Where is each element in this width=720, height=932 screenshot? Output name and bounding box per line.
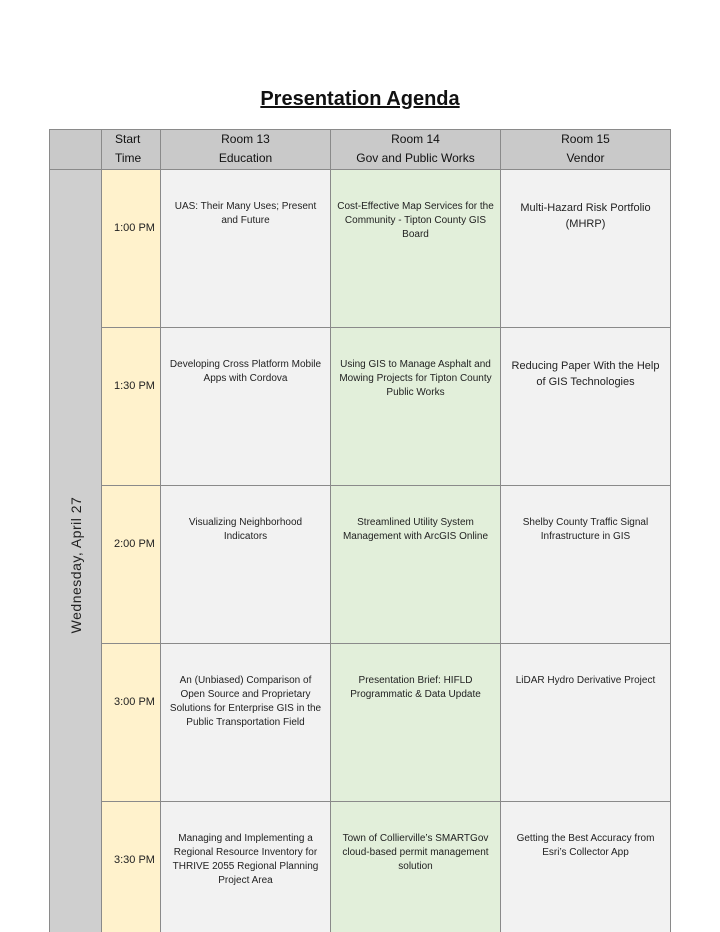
session-room15: LiDAR Hydro Derivative Project [501,644,671,802]
page-title: Presentation Agenda [260,88,460,110]
header-row [50,130,671,170]
session-room15: Getting the Best Accuracy from Esri’s Collector App [501,802,671,932]
header-start-time: Start Time [102,130,161,170]
time-cell: 1:30 PM [102,328,161,486]
session-room14: Town of Collierville’s SMARTGov cloud-based permit management solution [331,802,501,932]
header-room15-track: Vendor [566,151,605,165]
header-room14-track: Gov and Public Works [356,151,475,165]
header-room13 [161,130,331,170]
session-room14: Streamlined Utility System Management with ArcGIS Online [331,486,501,644]
table-row [50,486,671,644]
session-room15: Shelby County Traffic Signal Infrastructure in GIS [501,486,671,644]
time-cell: 2:00 PM [102,486,161,644]
session-room14: Cost-Effective Map Services for the Community - Tipton County GIS Board [331,170,501,328]
day-cell [50,170,102,932]
session-room13: Developing Cross Platform Mobile Apps with Cordova [161,328,331,486]
header-room15 [501,130,671,170]
agenda-table [49,129,671,932]
time-cell: 1:00 PM [102,170,161,328]
table-row [50,328,671,486]
time-cell: 3:00 PM [102,644,161,802]
header-room15-name: Room 15 [561,132,610,146]
session-room14: Using GIS to Manage Asphalt and Mowing Projects for Tipton County Public Works [331,328,501,486]
header-room13-name: Room 13 [221,132,270,146]
session-room13: UAS: Their Many Uses; Present and Future [161,170,331,328]
header-room14 [331,130,501,170]
session-room13: An (Unbiased) Comparison of Open Source and Proprietary Solutions for Enterprise GIS in the Public Transportation Field [161,644,331,802]
session-room15: Reducing Paper With the Help of GIS Technologies [501,328,671,486]
session-room13: Managing and Implementing a Regional Resource Inventory for THRIVE 2055 Regional Planning Project Area [161,802,331,932]
header-room14-name: Room 14 [391,132,440,146]
table-row [50,802,671,932]
session-room13: Visualizing Neighborhood Indicators [161,486,331,644]
header-room13-track: Education [218,151,273,165]
session-room14: Presentation Brief: HIFLD Programmatic & Data Update [331,644,501,802]
header-corner [50,130,102,170]
time-cell: 3:30 PM [102,802,161,932]
table-row [50,644,671,802]
session-room15: Multi-Hazard Risk Portfolio (MHRP) [501,170,671,328]
table-row [50,170,671,328]
day-label: Wednesday, April 27 [67,496,84,633]
